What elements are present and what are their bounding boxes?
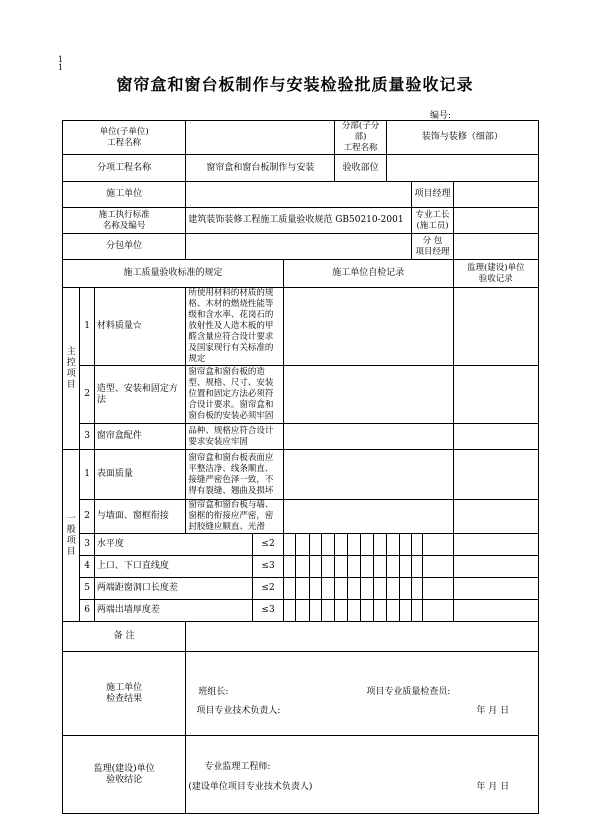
main-item-self-check[interactable] bbox=[283, 288, 453, 366]
general-item-self-check[interactable] bbox=[283, 500, 453, 534]
measure-cell[interactable] bbox=[412, 578, 422, 600]
tolerance-no: 4 bbox=[80, 556, 94, 578]
acceptance-part-label: 验收部位 bbox=[335, 155, 386, 182]
self-check-column-header: 施工单位自检记录 bbox=[283, 260, 453, 288]
measure-cell[interactable] bbox=[361, 600, 374, 622]
measure-cell[interactable] bbox=[335, 534, 347, 556]
main-item-self-check[interactable] bbox=[283, 424, 453, 450]
standard-value: 建筑装饰装修工程施工质量验收规范 GB50210-2001 bbox=[186, 208, 412, 234]
tolerance-value: ≤2 bbox=[253, 578, 284, 600]
unit-label: 单位(子单位) 工程名称 bbox=[63, 121, 186, 155]
construction-check-label: 施工单位 检查结果 bbox=[63, 652, 186, 736]
team-leader-label: 班组长: bbox=[198, 687, 229, 697]
measure-cell[interactable] bbox=[283, 578, 295, 600]
quality-inspector-label: 项目专业质量检查员: bbox=[366, 687, 451, 697]
measure-cell[interactable] bbox=[386, 578, 399, 600]
main-control-group-label: 主 控 项 目 bbox=[63, 288, 80, 450]
tolerance-value: ≤2 bbox=[253, 534, 284, 556]
standard-label: 施工执行标准 名称及编号 bbox=[63, 208, 186, 234]
measure-cell[interactable] bbox=[296, 534, 309, 556]
measure-cell[interactable] bbox=[361, 578, 374, 600]
measure-cell[interactable] bbox=[361, 556, 374, 578]
main-item-no: 3 bbox=[80, 424, 94, 450]
inspection-form bbox=[62, 120, 539, 814]
measure-cell[interactable] bbox=[296, 556, 309, 578]
main-item-supervision[interactable] bbox=[453, 366, 538, 424]
measure-cell[interactable] bbox=[361, 534, 374, 556]
unit-value[interactable] bbox=[186, 121, 335, 155]
general-item-supervision[interactable] bbox=[453, 450, 538, 500]
measure-cell[interactable] bbox=[309, 600, 321, 622]
supervision-conclusion-area[interactable] bbox=[186, 736, 539, 814]
measure-cell[interactable] bbox=[322, 556, 335, 578]
tolerance-name: 两端出墙厚度差 bbox=[94, 600, 252, 622]
supervision-engineer-label: 专业监理工程师: bbox=[204, 762, 271, 772]
tolerance-name: 水平度 bbox=[94, 534, 252, 556]
measure-cell[interactable] bbox=[374, 578, 386, 600]
spec-column-header: 施工质量验收标准的规定 bbox=[63, 260, 284, 288]
measure-cell[interactable] bbox=[347, 578, 360, 600]
measure-cell[interactable] bbox=[374, 556, 386, 578]
construction-unit-value[interactable] bbox=[186, 182, 412, 208]
tolerance-name: 上口、下口直线度 bbox=[94, 556, 252, 578]
measure-cell[interactable] bbox=[422, 556, 453, 578]
general-group-label: 一 般 项 目 bbox=[63, 450, 80, 622]
general-item-spec: 窗帘盒和窗台板与墙、窗框的衔接应严密，密封胶缝应顺直、光滑 bbox=[186, 500, 284, 534]
measure-cell[interactable] bbox=[296, 578, 309, 600]
project-manager-label: 项目经理 bbox=[412, 182, 453, 208]
project-manager-value[interactable] bbox=[453, 182, 538, 208]
supervision-date: 年 月 日 bbox=[476, 782, 510, 792]
tolerance-name: 两端距窗洞口长度差 bbox=[94, 578, 252, 600]
remarks-value[interactable] bbox=[186, 622, 539, 652]
measure-cell[interactable] bbox=[412, 556, 422, 578]
tolerance-supervision[interactable] bbox=[453, 578, 538, 600]
construction-date: 年 月 日 bbox=[476, 706, 510, 716]
measure-cell[interactable] bbox=[374, 600, 386, 622]
main-item-supervision[interactable] bbox=[453, 288, 538, 366]
code-label: 编号: bbox=[430, 111, 452, 121]
measure-cell[interactable] bbox=[322, 534, 335, 556]
tolerance-supervision[interactable] bbox=[453, 556, 538, 578]
measure-cell[interactable] bbox=[283, 556, 295, 578]
tolerance-no: 6 bbox=[80, 600, 94, 622]
tolerance-value: ≤3 bbox=[253, 600, 284, 622]
tolerance-supervision[interactable] bbox=[453, 600, 538, 622]
supervision-column-header: 监理(建设)单位 验收记录 bbox=[453, 260, 538, 288]
main-item-no: 1 bbox=[80, 288, 94, 366]
measure-cell[interactable] bbox=[347, 534, 360, 556]
general-item-no: 2 bbox=[80, 500, 94, 534]
supervision-conclusion-label: 监理(建设)单位 验收结论 bbox=[63, 736, 186, 814]
remarks-label: 备 注 bbox=[63, 622, 186, 652]
measure-cell[interactable] bbox=[412, 534, 422, 556]
subpart-label: 分部(子分部) 工程名称 bbox=[335, 121, 386, 155]
page-title: 窗帘盒和窗台板制作与安装检验批质量验收记录 bbox=[116, 75, 474, 94]
main-item-name: 造型、安装和固定方法 bbox=[94, 366, 185, 424]
main-item-spec: 所使用材料的材质的规格、木材的燃烧性能等级和含水率、花岗石的放射性及人造木板的甲醛含量应符合设计要求及国家现行有关标准的规定 bbox=[186, 288, 284, 366]
measure-cell[interactable] bbox=[335, 578, 347, 600]
measure-cell[interactable] bbox=[322, 578, 335, 600]
measure-cell[interactable] bbox=[400, 578, 412, 600]
measure-cell[interactable] bbox=[296, 600, 309, 622]
item-label: 分项工程名称 bbox=[63, 155, 186, 182]
measure-cell[interactable] bbox=[322, 600, 335, 622]
measure-cell[interactable] bbox=[347, 556, 360, 578]
measure-cell[interactable] bbox=[422, 534, 453, 556]
corner-mark: 1 1 bbox=[58, 55, 64, 72]
main-item-supervision[interactable] bbox=[453, 424, 538, 450]
owner-tech-lead-label: (建设单位项目专业技术负责人) bbox=[188, 782, 313, 792]
general-item-name: 与墙面、窗框衔接 bbox=[94, 500, 185, 534]
item-value[interactable]: 窗帘盒和窗台板制作与安装 bbox=[186, 155, 335, 182]
construction-check-area[interactable] bbox=[186, 652, 539, 736]
general-item-name: 表面质量 bbox=[94, 450, 185, 500]
foreman-label: 专业工长 (施工员) bbox=[412, 208, 453, 234]
foreman-value[interactable] bbox=[453, 208, 538, 234]
main-item-no: 2 bbox=[80, 366, 94, 424]
general-item-supervision[interactable] bbox=[453, 500, 538, 534]
measure-cell[interactable] bbox=[374, 534, 386, 556]
main-item-spec: 窗帘盒和窗台板的造型、规格、尺寸、安装位置和固定方法必须符合设计要求。窗帘盒和窗台板的安装必须牢固 bbox=[186, 366, 284, 424]
measure-cell[interactable] bbox=[309, 578, 321, 600]
general-item-spec: 窗帘盒和窗台板表面应平整洁净、线条顺直、接缝严密色泽一致，不得有裂缝、翘曲及损坏 bbox=[186, 450, 284, 500]
measure-cell[interactable] bbox=[412, 600, 422, 622]
tolerance-no: 5 bbox=[80, 578, 94, 600]
measure-cell[interactable] bbox=[400, 556, 412, 578]
general-item-self-check[interactable] bbox=[283, 450, 453, 500]
measure-cell[interactable] bbox=[422, 600, 453, 622]
tolerance-no: 3 bbox=[80, 534, 94, 556]
subcontract-manager-value[interactable] bbox=[453, 234, 538, 260]
measure-cell[interactable] bbox=[283, 534, 295, 556]
main-item-self-check[interactable] bbox=[283, 366, 453, 424]
tech-lead-label: 项目专业技术负责人: bbox=[196, 706, 281, 716]
measure-cell[interactable] bbox=[422, 578, 453, 600]
subcontract-value[interactable] bbox=[186, 234, 412, 260]
tolerance-supervision[interactable] bbox=[453, 534, 538, 556]
measure-cell[interactable] bbox=[386, 600, 399, 622]
subcontract-label: 分包单位 bbox=[63, 234, 186, 260]
measure-cell[interactable] bbox=[347, 600, 360, 622]
measure-cell[interactable] bbox=[335, 600, 347, 622]
measure-cell[interactable] bbox=[400, 534, 412, 556]
measure-cell[interactable] bbox=[309, 556, 321, 578]
main-item-name: 材料质量☆ bbox=[94, 288, 185, 366]
measure-cell[interactable] bbox=[335, 556, 347, 578]
general-item-no: 1 bbox=[80, 450, 94, 500]
measure-cell[interactable] bbox=[283, 600, 295, 622]
measure-cell[interactable] bbox=[309, 534, 321, 556]
subcontract-manager-label: 分 包 项目经理 bbox=[412, 234, 453, 260]
construction-unit-label: 施工单位 bbox=[63, 182, 186, 208]
measure-cell[interactable] bbox=[400, 600, 412, 622]
main-item-name: 窗帘盒配件 bbox=[94, 424, 185, 450]
main-item-spec: 品种、规格应符合设计要求安装应牢固 bbox=[186, 424, 284, 450]
tolerance-value: ≤3 bbox=[253, 556, 284, 578]
measure-cell[interactable] bbox=[386, 556, 399, 578]
subpart-value[interactable]: 装饰与装修（细部） bbox=[386, 121, 538, 155]
measure-cell[interactable] bbox=[386, 534, 399, 556]
acceptance-part-value[interactable] bbox=[386, 155, 538, 182]
